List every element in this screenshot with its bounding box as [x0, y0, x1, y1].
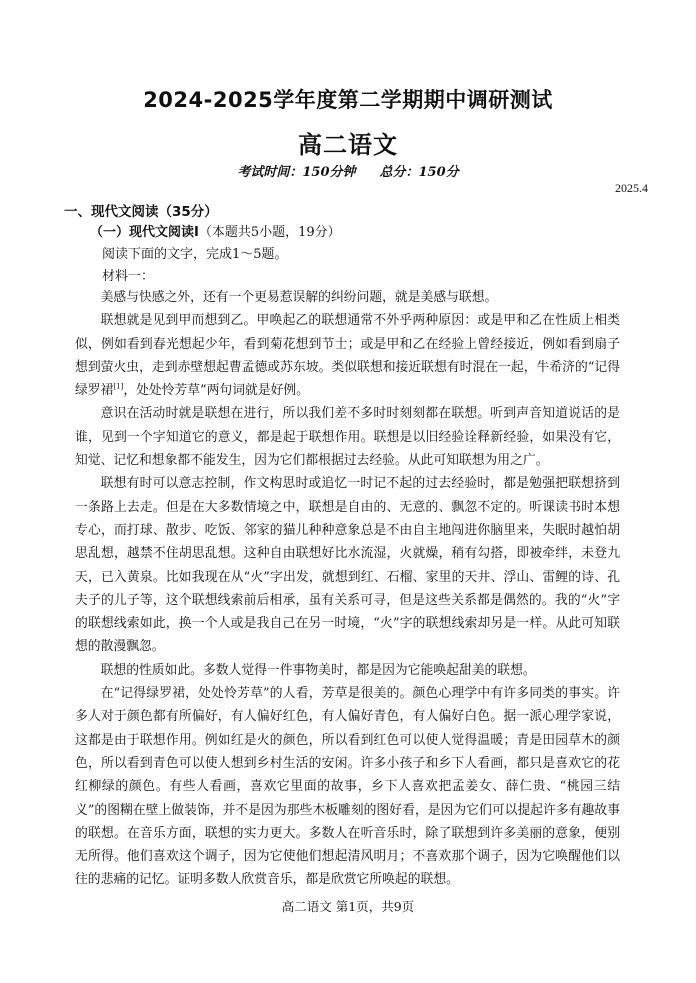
paragraph-4: 联想有时可以意志控制，作文构思时或追忆一时记不起的过去经验时，都是勉强把联想挤到一条路上去走。但是在大多数情境之中，联想是自由的、无意的、飘忽不定的。听课读书时本想专心，而打球、散步、吃饭、邻家的猫儿种种意象总是不由自主地闯进你脑里来，失眠时越怕胡思乱想，越禁不住胡思乱想。这种自由联想好比水流湿，火就燥，稍有勾搭，即被牵绊，未登九天，已入黄泉。比如我现在从“火”字出发，就想到红、石榴、家里的天井、浮山、雷鲤的诗、孔夫子的儿子等，这个联想线索前后相承，虽有关系可寻，但是这些关系都是偶然的。我的“火”字的联想线索如此，换一个人或是我自己在另一时境，“火”字的联想线索却另是一样。从此可知联想的散漫飘忽。: [75, 476, 620, 655]
paragraph-3: 意识在活动时就是联想在进行，所以我们差不多时时刻刻都在联想。听到声音知道说话的是谁，见到一个字知道它的意义，都是起于联想作用。联想是以旧经验诠释新经验，如果没有它，知觉、记忆和想象都不能发生，因为它们都根据过去经验。从此可知联想为用之广。: [75, 406, 620, 469]
sub-section-title: （一）现代文阅读Ⅰ: [90, 225, 199, 240]
exam-meta: [0, 161, 696, 180]
paragraph-2-tail: ，处处怜芳草”两句词就是好例。: [123, 383, 310, 399]
paragraph-6: 在“记得绿罗裙，处处怜芳草”的人看，芳草是很美的。颜色心理学中有许多同类的事实。许多人对于颜色都有所偏好，有人偏好红色，有人偏好青色，有人偏好白色。据一派心理学家说，这都是由于联想作用。例如红是火的颜色，所以看到红色可以使人觉得温暖；青是田园草木的颜色，所以看到青色可以使人想到乡村生活的安闲。许多小孩子和乡下人看画，都只是喜欢它的花红柳绿的颜色。有些人看画，喜欢它里面的故事，乡下人喜欢把孟姜女、薛仁贵、“桃园三结义”的图糊在壁上做装饰，并不是因为那些木板雕刻的图好看，是因为它们可以提起许多有趣故事的联想。在音乐方面，联想的实力更大。多数人在听音乐时，除了联想到许多美丽的意象，便别无所得。他们喜欢这个调子，因为它使他们想起清风明月；不喜欢那个调子，因为它唤醒他们以往的悲痛的记忆。证明多数人欣赏音乐，都是欣赏它所唤起的联想。: [75, 686, 620, 888]
section-heading: 一、现代文阅读（35分）: [64, 204, 218, 220]
paragraph-2-text: 联想就是见到甲而想到乙。甲唤起乙的联想通常不外乎两种原因：或是甲和乙在性质上相类似，例如看到春光想起少年，看到菊花想到节士；或是甲和乙在经验上曾经接近，例如看到扇子想到萤火虫，走到赤壁想起曹孟德或苏东坡。类似联想和接近联想有时混在一起，牛希济的“记得绿罗裙: [75, 313, 620, 399]
exam-total-score: 总分：150分: [379, 165, 459, 180]
exam-title: 2024-2025学年度第二学期期中调研测试: [143, 88, 553, 112]
page-footer: 高二语文 第1页，共9页: [281, 899, 415, 914]
exam-time: 考试时间：150分钟: [237, 165, 356, 180]
article-body: [75, 286, 620, 892]
reading-instruction: 阅读下面的文字，完成1～5题。: [102, 247, 288, 262]
paragraph-2: [75, 309, 620, 402]
footnote-marker: [1]: [113, 382, 124, 391]
sub-section-note: （本题共5小题，19分）: [198, 225, 341, 240]
exam-date: 2025.4: [615, 181, 648, 195]
material-label: 材料一：: [102, 269, 155, 284]
paragraph-5: 联想的性质如此。多数人觉得一件事物美时，都是因为它能唤起甜美的联想。: [100, 662, 536, 678]
paragraph-1: 美感与快感之外，还有一个更易惹误解的纠纷问题，就是美感与联想。: [100, 290, 498, 305]
sub-section-heading: [90, 221, 341, 240]
subject-title: 高二语文: [298, 131, 398, 159]
